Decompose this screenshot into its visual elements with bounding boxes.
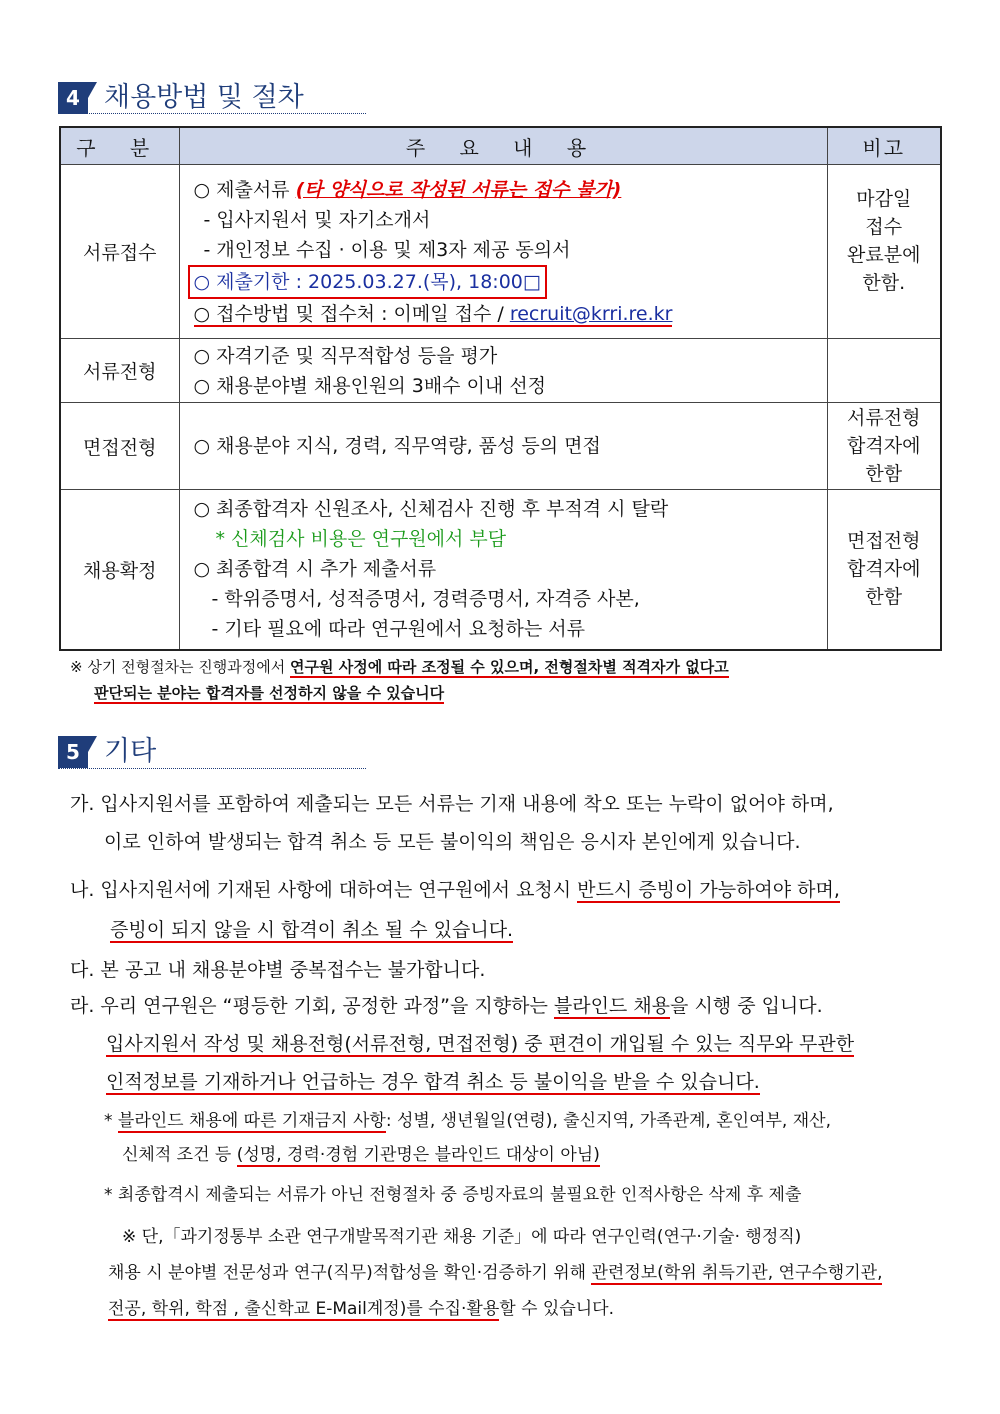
table-footnote [70, 654, 729, 706]
research-info-emphasis: 관련정보(학위 취득기관, 연구수행기관, [591, 1263, 883, 1283]
section-5-underline [58, 768, 366, 769]
section-4-underline [58, 113, 366, 114]
table-row [60, 490, 941, 650]
research-info-line-2: 채용 시 분야별 전문성과 연구(직무)적합성을 확인·검증하기 위해 [108, 1263, 592, 1283]
cost-note: * 신체검사 비용은 연구원에서 부담 [215, 528, 507, 551]
item-na-lead: 나. 입사지원서에 기재된 사항에 대하여는 연구원에서 요청시 [70, 879, 578, 901]
doc-submission-label: ○ 제출서류 [193, 178, 296, 201]
deadline-value: : 2025.03.27.(목), 18:00□ [289, 270, 541, 293]
section-4-number: 4 [58, 82, 88, 114]
item-na-emphasis: 반드시 증빙이 가능하여야 하며, [577, 879, 840, 901]
row-note: 면접전형 합격자에 한함 [827, 490, 941, 650]
item-ra-lead: 라. 우리 연구원은 “평등한 기회, 공정한 과정”을 지향하는 [70, 995, 554, 1017]
table-header-row [60, 127, 941, 165]
footnote-lead: ※ 상기 전형절차는 진행과정에서 [70, 658, 291, 676]
warning-text: (타 양식으로 작성된 서류는 접수 불가) [295, 178, 622, 201]
research-info-tail: 할 수 있습니다. [499, 1299, 615, 1319]
row-content [179, 490, 827, 650]
submission-method-label: ○ 접수방법 및 접수처 : 이메일 접수 / [193, 302, 510, 325]
item-ga-line-1: 가. 입사지원서를 포함하여 제출되는 모든 서류는 기재 내용에 착오 또는 누락이 없어야 하며, [70, 793, 834, 815]
footnote-emphasis-2: 판단되는 분야는 합격자를 선정하지 않을 수 있습니다 [94, 684, 445, 702]
row-content: ○ 채용분야 지식, 경력, 직무역량, 품성 등의 면접 [179, 403, 827, 490]
item-ra-line-3: 인적정보를 기재하거나 언급하는 경우 합격 취소 등 불이익을 받을 수 있습니다. [106, 1071, 760, 1093]
deadline-box [188, 265, 547, 299]
prohibited-list-2: 신체적 조건 등 [122, 1145, 237, 1165]
doc-item: - 입사지원서 및 자기소개서 [203, 208, 431, 231]
content-line: ○ 최종합격 시 추가 제출서류 [193, 558, 437, 581]
content-line: - 기타 필요에 따라 연구원에서 요청하는 서류 [211, 618, 585, 641]
final-doc-note: * 최종합격시 제출되는 서류가 아닌 전형절차 중 증빙자료의 불필요한 인적사항은 삭제 후 제출 [104, 1185, 802, 1205]
content-line: ○ 채용분야별 채용인원의 3배수 이내 선정 [193, 374, 547, 397]
table-row [60, 339, 941, 403]
footnote-emphasis: 연구원 사정에 따라 조정될 수 있으며, 전형절차별 적격자가 없다고 [290, 658, 729, 676]
bullet-mark: * [104, 1111, 118, 1131]
prohibited-label: 블라인드 채용에 따른 기재금지 사항 [117, 1111, 386, 1131]
item-ra-tail: 을 시행 중 입니다. [670, 995, 823, 1017]
item-ra-line-2: 입사지원서 작성 및 채용전형(서류전형, 면접전형) 중 편견이 개입될 수 있는 직무와 무관한 [106, 1033, 855, 1055]
content-line: ○ 최종합격자 신원조사, 신체검사 진행 후 부적격 시 탈락 [193, 498, 669, 521]
header-content: 주 요 내 용 [179, 127, 827, 165]
item-na-line-2: 증빙이 되지 않을 시 합격이 취소 될 수 있습니다. [110, 919, 514, 941]
research-info-emphasis-2: 전공, 학위, 학점 , 출신학교 E-Mail계정)를 수집·활용 [108, 1299, 500, 1319]
item-na [70, 874, 840, 946]
header-note: 비고 [827, 127, 941, 165]
section-5-number: 5 [58, 736, 88, 768]
section-4-title: 채용방법 및 절차 [104, 82, 304, 113]
section-5-heading [58, 732, 156, 768]
deadline-label: ○ 제출기한 [193, 270, 290, 293]
research-info-note [108, 1222, 882, 1324]
submission-method [194, 303, 673, 327]
row-content [179, 165, 827, 339]
content-line: - 학위증명서, 성적증명서, 경력증명서, 자격증 사본, [211, 588, 640, 611]
row-category: 서류전형 [60, 339, 179, 403]
row-note: 마감일 접수 완료분에 한함. [827, 165, 941, 339]
procedure-table [59, 126, 942, 651]
table-row [60, 165, 941, 339]
prohibited-exception: (성명, 경력·경험 기관명은 블라인드 대상이 아님) [236, 1145, 600, 1165]
item-da: 다. 본 공고 내 채용분야별 중복접수는 불가합니다. [70, 959, 486, 981]
item-ga [70, 788, 834, 858]
row-note-empty [827, 339, 941, 403]
research-info-line-1: ※ 단,「과기정통부 소관 연구개발목적기관 채용 기준」에 따라 연구인력(연구·기술· 행정직) [122, 1227, 802, 1247]
blind-prohibited-items [104, 1106, 831, 1170]
section-4-heading [58, 78, 304, 114]
row-note: 서류전형 합격자에 한함 [827, 403, 941, 490]
row-category: 채용확정 [60, 490, 179, 650]
section-5-title: 기타 [104, 736, 157, 767]
email-link[interactable]: recruit@krri.re.kr [509, 302, 673, 325]
table-row [60, 403, 941, 490]
row-category: 면접전형 [60, 403, 179, 490]
content-line: ○ 자격기준 및 직무적합성 등을 평가 [193, 344, 498, 367]
row-content [179, 339, 827, 403]
item-ga-line-2: 이로 인하여 발생되는 합격 취소 등 모든 불이익의 책임은 응시자 본인에게 있습니다. [104, 831, 801, 853]
blind-hiring-term: 블라인드 채용 [553, 995, 671, 1017]
prohibited-list: : 성별, 생년월일(연령), 출신지역, 가족관계, 혼인여부, 재산, [385, 1111, 831, 1131]
row-category: 서류접수 [60, 165, 179, 339]
item-ra [70, 990, 854, 1098]
header-category: 구 분 [60, 127, 179, 165]
doc-item: - 개인정보 수집 · 이용 및 제3자 제공 동의서 [203, 238, 571, 261]
